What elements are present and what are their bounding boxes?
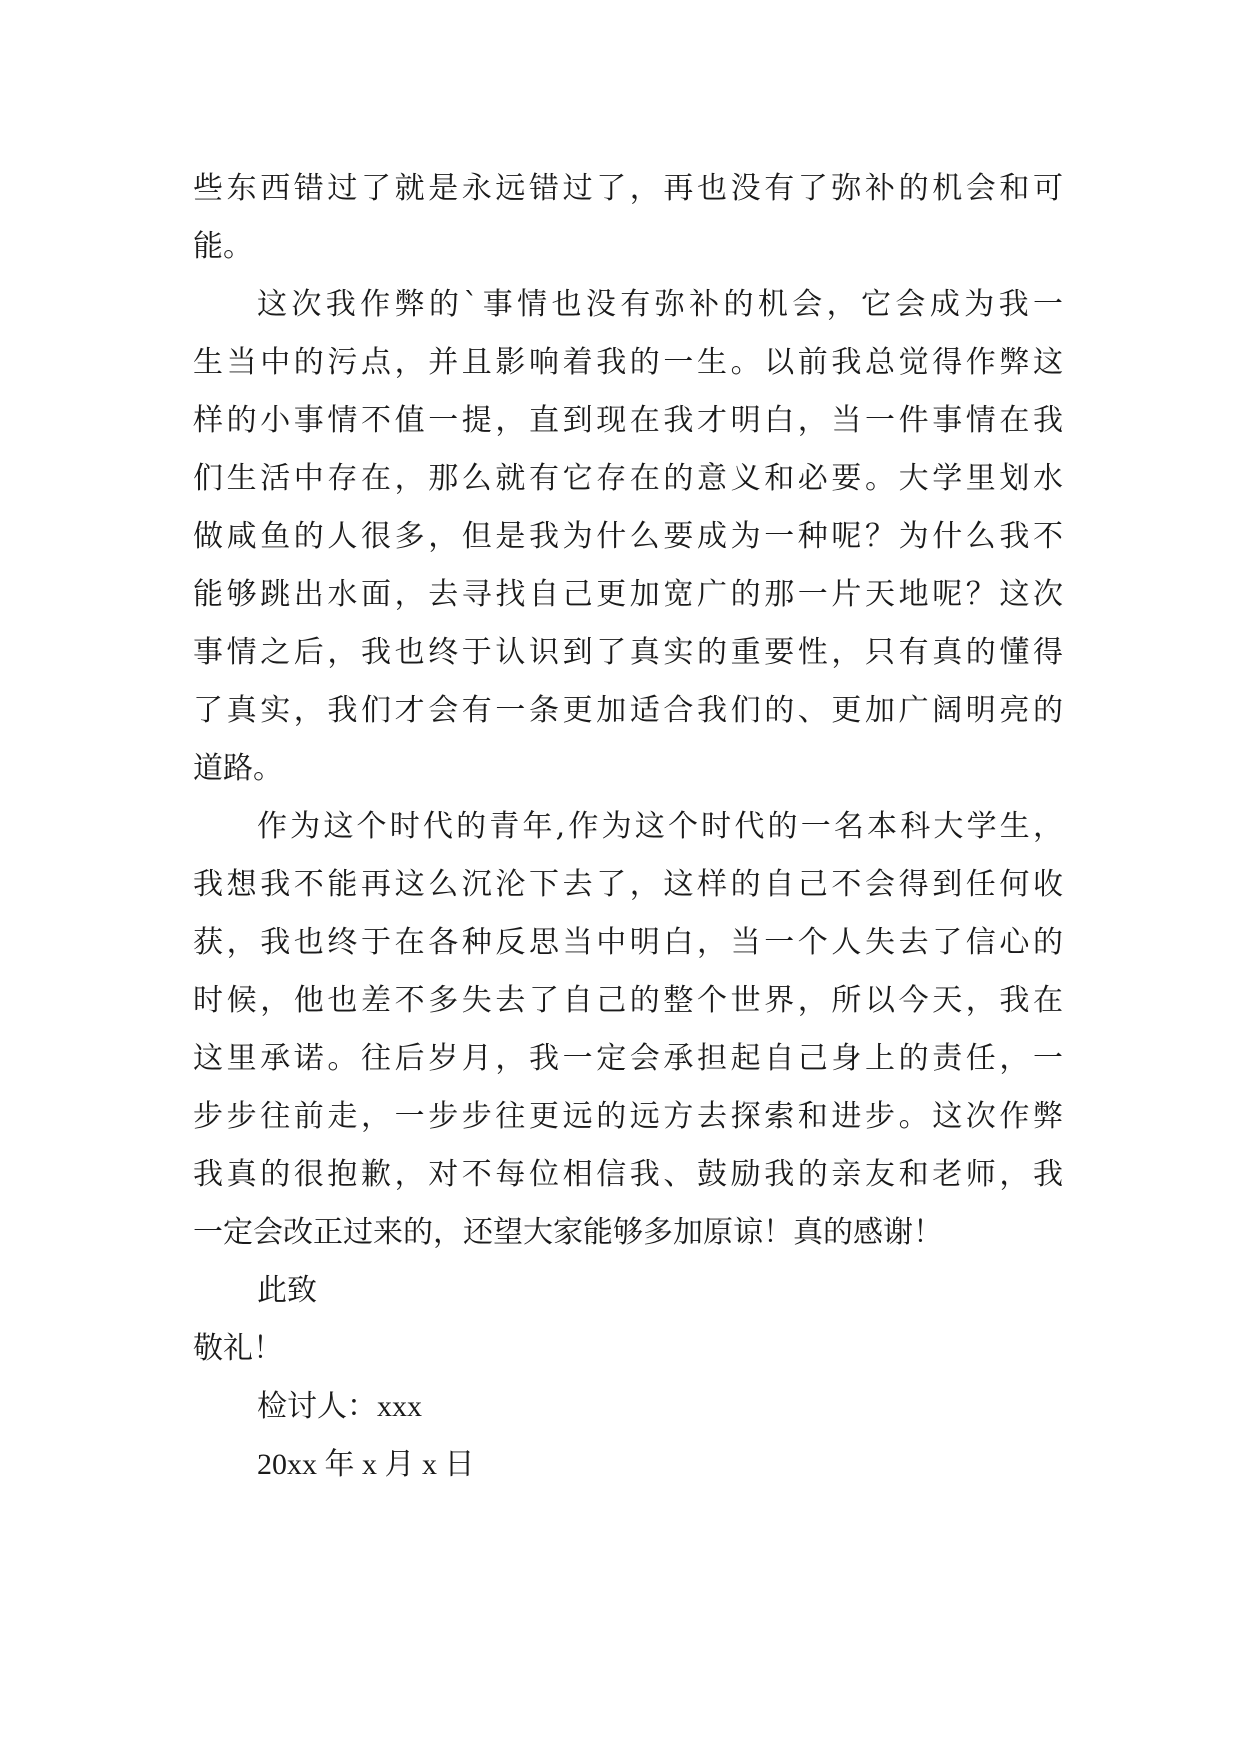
- closing-regards: 敬礼！: [193, 1331, 283, 1366]
- paragraph-2-line-4: 们生活中存在，那么就有它存在的意义和必要。大学里划水: [193, 461, 1063, 496]
- paragraph-3-line-1: 作为这个时代的青年,作为这个时代的一名本科大学生，: [257, 809, 1063, 844]
- paragraph-3-line-6: 步步往前走，一步步往更远的远方去探索和进步。这次作弊: [193, 1099, 1063, 1134]
- paragraph-2-line-1: 这次我作弊的`事情也没有弥补的机会，它会成为我一: [257, 287, 1063, 322]
- paragraph-3-line-2: 我想我不能再这么沉沦下去了，这样的自己不会得到任何收: [193, 867, 1063, 902]
- paragraph-2-line-2: 生当中的污点，并且影响着我的一生。以前我总觉得作弊这: [193, 345, 1063, 380]
- paragraph-2-line-7: 事情之后，我也终于认识到了真实的重要性，只有真的懂得: [193, 635, 1063, 670]
- paragraph-3-line-5: 这里承诺。往后岁月，我一定会承担起自己身上的责任，一: [193, 1041, 1063, 1076]
- closing-salutation: 此致: [257, 1273, 317, 1308]
- signature-author: 检讨人：xxx: [257, 1390, 422, 1423]
- paragraph-2-line-8: 了真实，我们才会有一条更加适合我们的、更加广阔明亮的: [193, 693, 1063, 728]
- paragraph-3-line-3: 获，我也终于在各种反思当中明白，当一个人失去了信心的: [193, 925, 1063, 960]
- paragraph-3-line-4: 时候，他也差不多失去了自己的整个世界，所以今天，我在: [193, 983, 1063, 1018]
- document-body: [193, 160, 1063, 1494]
- paragraph-2-line-6: 能够跳出水面，去寻找自己更加宽广的那一片天地呢？这次: [193, 577, 1063, 612]
- paragraph-1-line-2: 能。: [193, 229, 253, 264]
- paragraph-3-line-8: 一定会改正过来的，还望大家能够多加原谅！真的感谢！: [193, 1215, 943, 1250]
- paragraph-1-line-1: 些东西错过了就是永远错过了，再也没有了弥补的机会和可: [193, 171, 1063, 206]
- paragraph-3-line-7: 我真的很抱歉，对不每位相信我、鼓励我的亲友和老师，我: [193, 1157, 1063, 1192]
- signature-date: 20xx 年 x 月 x 日: [257, 1448, 475, 1481]
- paragraph-2-line-3: 样的小事情不值一提，直到现在我才明白，当一件事情在我: [193, 403, 1063, 438]
- paragraph-2-line-5: 做咸鱼的人很多，但是我为什么要成为一种呢？为什么我不: [193, 519, 1063, 554]
- paragraph-2-line-9: 道路。: [193, 751, 283, 786]
